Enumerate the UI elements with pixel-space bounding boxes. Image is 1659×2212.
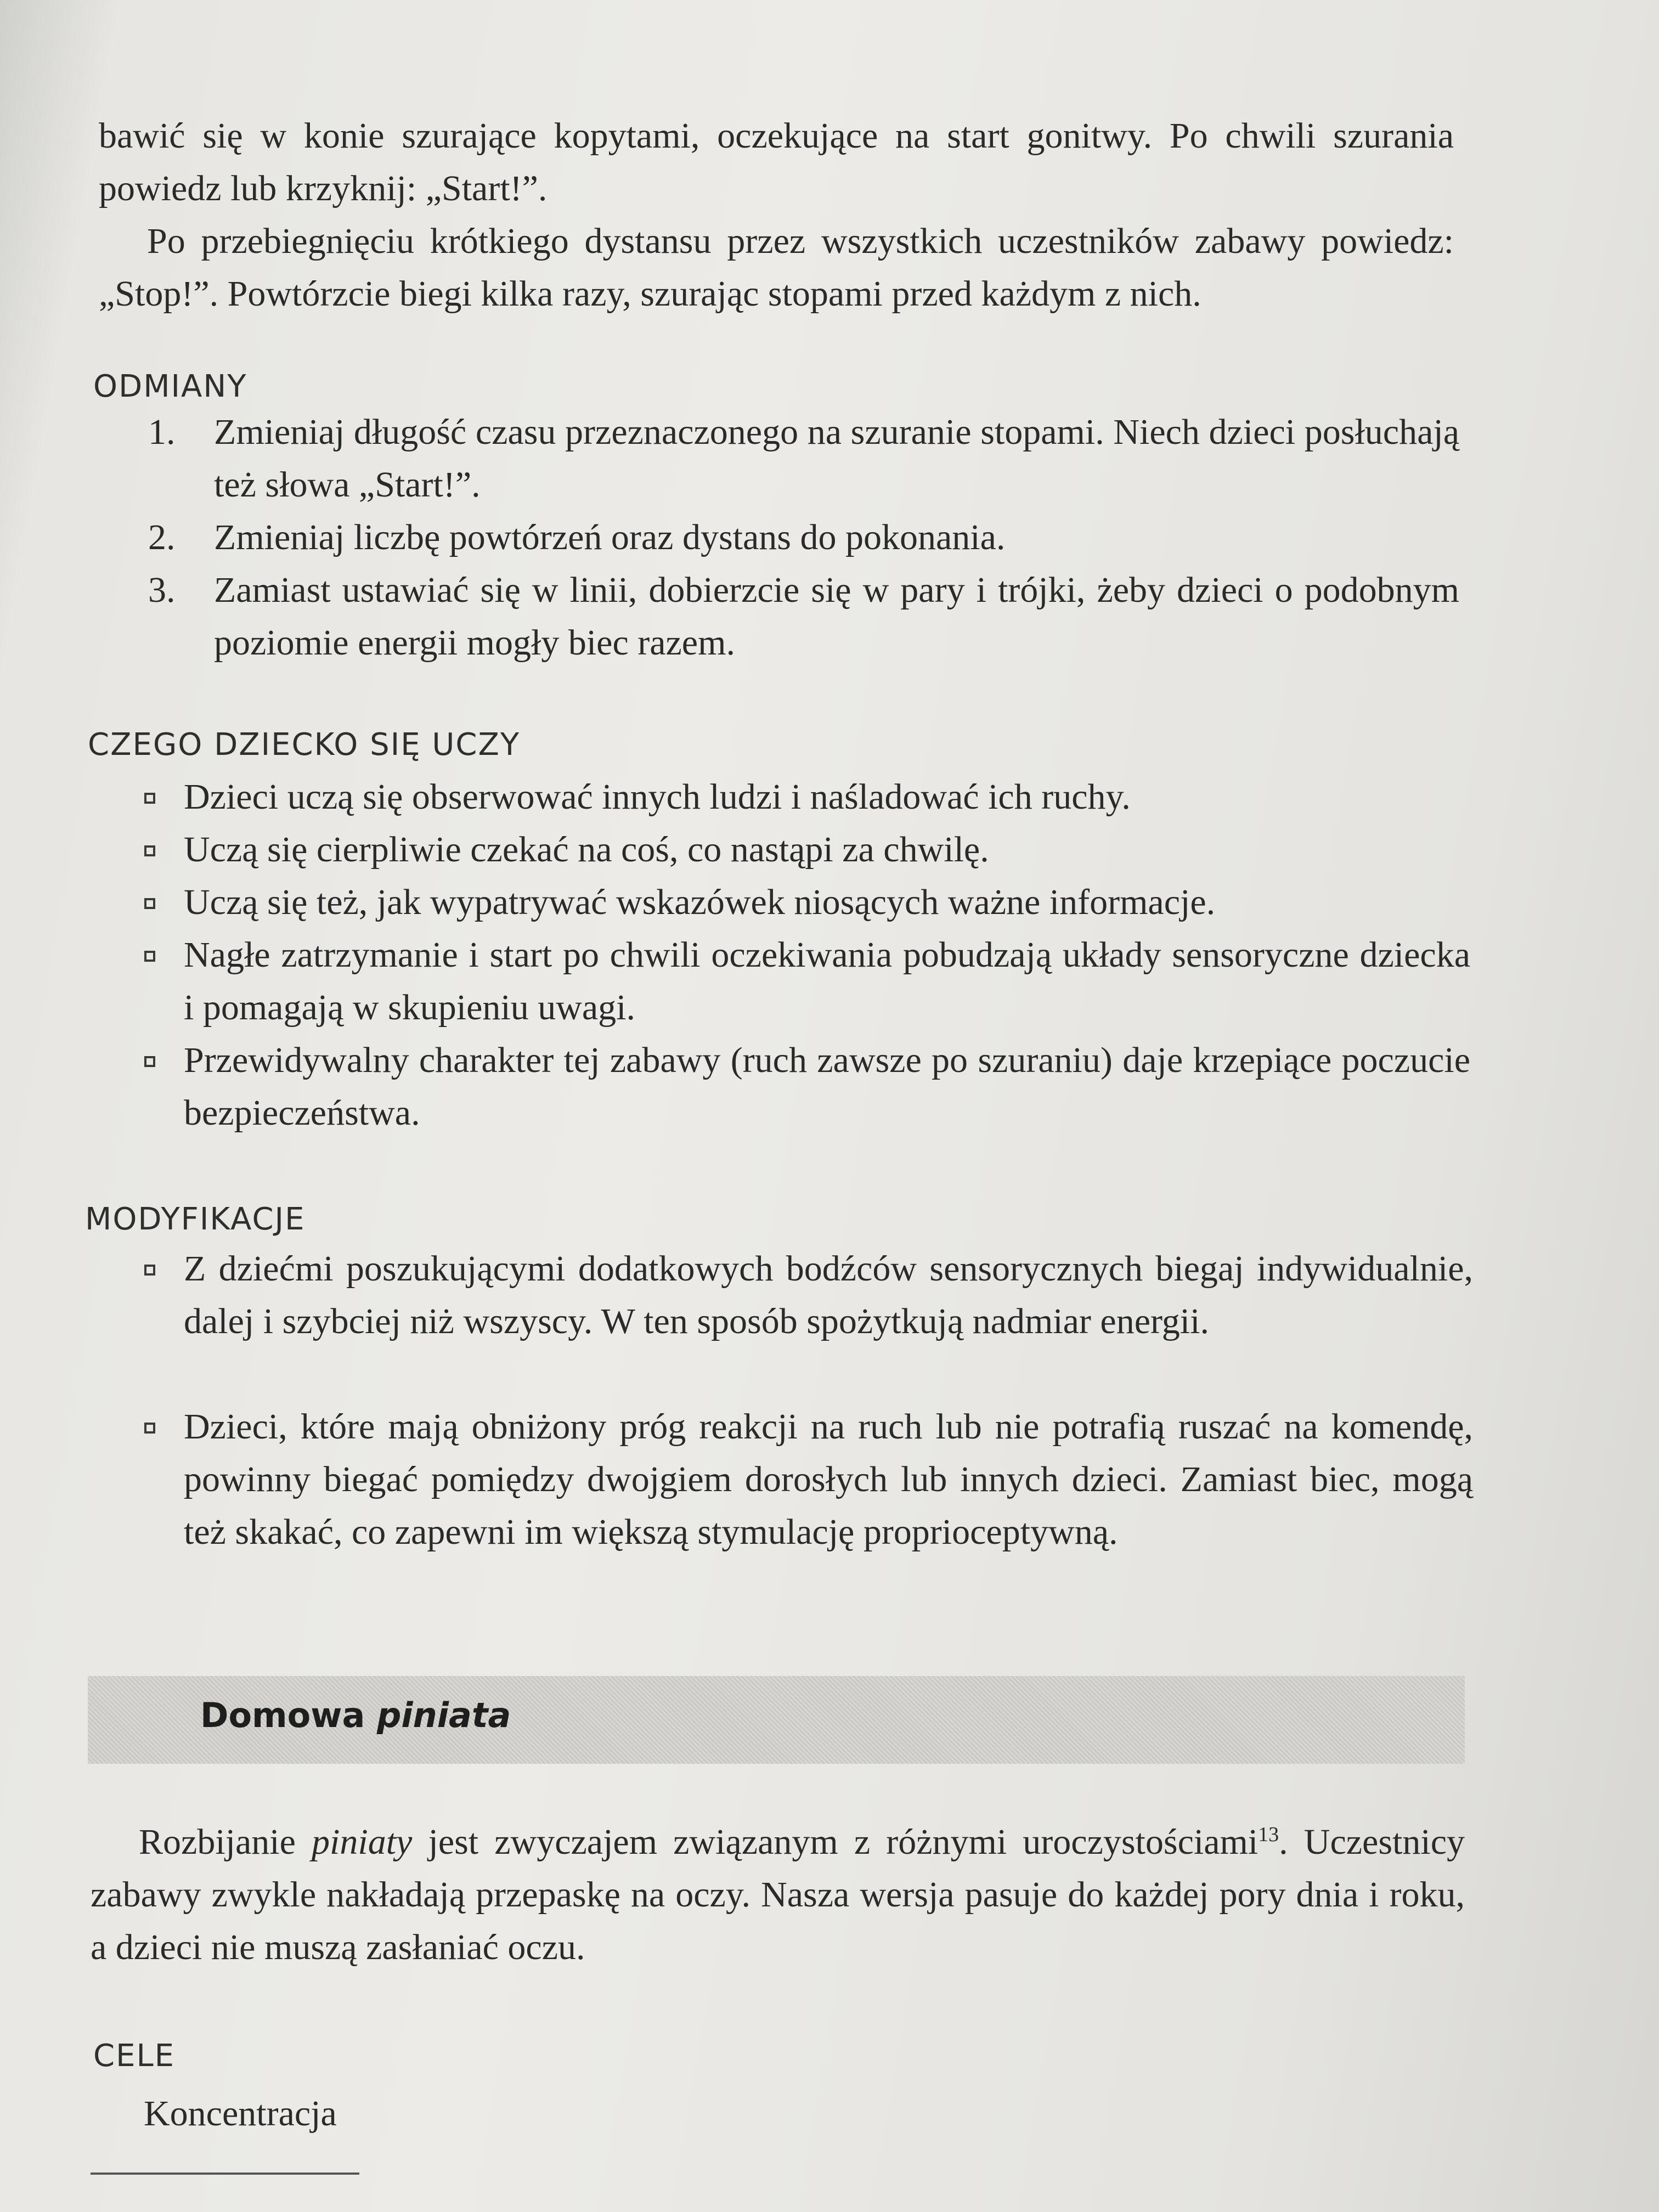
list-item-text: Przewidywalny charakter tej zabawy (ruch zawsze po szuraniu) daje krzepiące poczucie bezpieczeństwa. — [184, 1040, 1470, 1133]
list-number: 3. — [148, 570, 176, 610]
list-item — [184, 1401, 1473, 1611]
square-bullet-icon — [144, 845, 155, 856]
square-bullet-icon — [144, 898, 155, 909]
intro-text-2: Po przebiegnięciu krótkiego dystansu przez wszystkich uczestników zabawy powiedz: „Stop!”. Powtórzcie biegi kilka razy, szurając stopami przed każdym z nich. — [99, 221, 1454, 314]
piniata-text-3: . Uczestnicy zabawy zwykle nakładają przepaskę na oczy. Nasza wersja pasuje do każdej pory dnia i roku, a dzieci nie muszą zasłaniać oczu. — [91, 1822, 1465, 1967]
list-number: 1. — [148, 412, 176, 452]
czego-list — [184, 771, 1470, 1139]
list-item — [184, 929, 1470, 1034]
section-title-regular: Domowa — [200, 1695, 377, 1735]
square-bullet-icon — [144, 1056, 155, 1067]
list-item — [148, 511, 1459, 564]
square-bullet-icon — [144, 951, 155, 962]
square-bullet-icon — [144, 1265, 155, 1276]
list-item — [148, 406, 1459, 511]
modyfikacje-heading: MODYFIKACJE — [85, 1201, 306, 1237]
square-bullet-icon — [144, 793, 155, 804]
list-item-text: Uczą się też, jak wypatrywać wskazówek niosących ważne informacje. — [184, 882, 1216, 922]
cele-heading: CELE — [93, 2038, 176, 2074]
list-item — [184, 1243, 1473, 1401]
piniata-paragraph — [91, 1816, 1465, 1974]
list-item — [184, 771, 1470, 823]
cele-item: Koncentracja — [144, 2094, 337, 2134]
section-title — [200, 1695, 511, 1735]
list-item-text: Dzieci uczą się obserwować innych ludzi i naśladować ich ruchy. — [184, 777, 1131, 817]
footnote-reference[interactable]: 13 — [1258, 1823, 1279, 1846]
list-item — [148, 564, 1459, 669]
piniata-text-italic: piniaty — [312, 1822, 413, 1862]
list-item-text: Zmieniaj długość czasu przeznaczonego na szuranie stopami. Niech dzieci posłuchają też słowa „Start!”. — [214, 412, 1459, 505]
czego-heading: CZEGO DZIECKO SIĘ UCZY — [88, 727, 521, 763]
odmiany-heading: ODMIANY — [93, 369, 247, 404]
list-item-text: Nagłe zatrzymanie i start po chwili oczekiwania pobudzają układy sensoryczne dziecka i pomagają w skupieniu uwagi. — [184, 935, 1470, 1028]
section-title-band — [88, 1676, 1465, 1764]
list-item-text: Dzieci, które mają obniżony próg reakcji na ruch lub nie potrafią ruszać na komendę, powinny biegać pomiędzy dwojgiem dorosłych lub innych dzieci. Zamiast biec, mogą też skakać, co zapewni im większą stymulację proprioceptywną. — [184, 1407, 1473, 1552]
list-number: 2. — [148, 517, 176, 557]
list-item-text: Uczą się cierpliwie czekać na coś, co nastąpi za chwilę. — [184, 830, 989, 870]
list-item-text: Z dziećmi poszukującymi dodatkowych bodźców sensorycznych biegaj indywidualnie, dalej i szybciej niż wszyscy. W ten sposób spożytkują nadmiar energii. — [184, 1249, 1473, 1341]
piniata-text-2: jest zwyczajem związanym z różnymi uroczystościami — [412, 1822, 1259, 1862]
intro-text-1: bawić się w konie szurające kopytami, oczekujące na start gonitwy. Po chwili szurania powiedz lub krzyknij: „Start!”. — [99, 116, 1454, 208]
square-bullet-icon — [144, 1423, 155, 1434]
list-item — [184, 823, 1470, 876]
modyfikacje-list — [184, 1243, 1473, 1611]
intro-paragraph-2 — [99, 215, 1454, 320]
section-title-italic: piniata — [376, 1695, 511, 1735]
piniata-text-1: Rozbijanie — [139, 1822, 312, 1862]
list-item — [184, 876, 1470, 929]
list-item-text: Zmieniaj liczbę powtórzeń oraz dystans do pokonania. — [214, 517, 1006, 557]
list-item-text: Zamiast ustawiać się w linii, dobierzcie się w pary i trójki, żeby dzieci o podobnym poziomie energii mogły biec razem. — [214, 570, 1459, 663]
intro-paragraph-1 — [99, 110, 1454, 215]
footnote-divider — [91, 2172, 359, 2175]
odmiany-list — [148, 406, 1459, 669]
list-item — [184, 1034, 1470, 1139]
